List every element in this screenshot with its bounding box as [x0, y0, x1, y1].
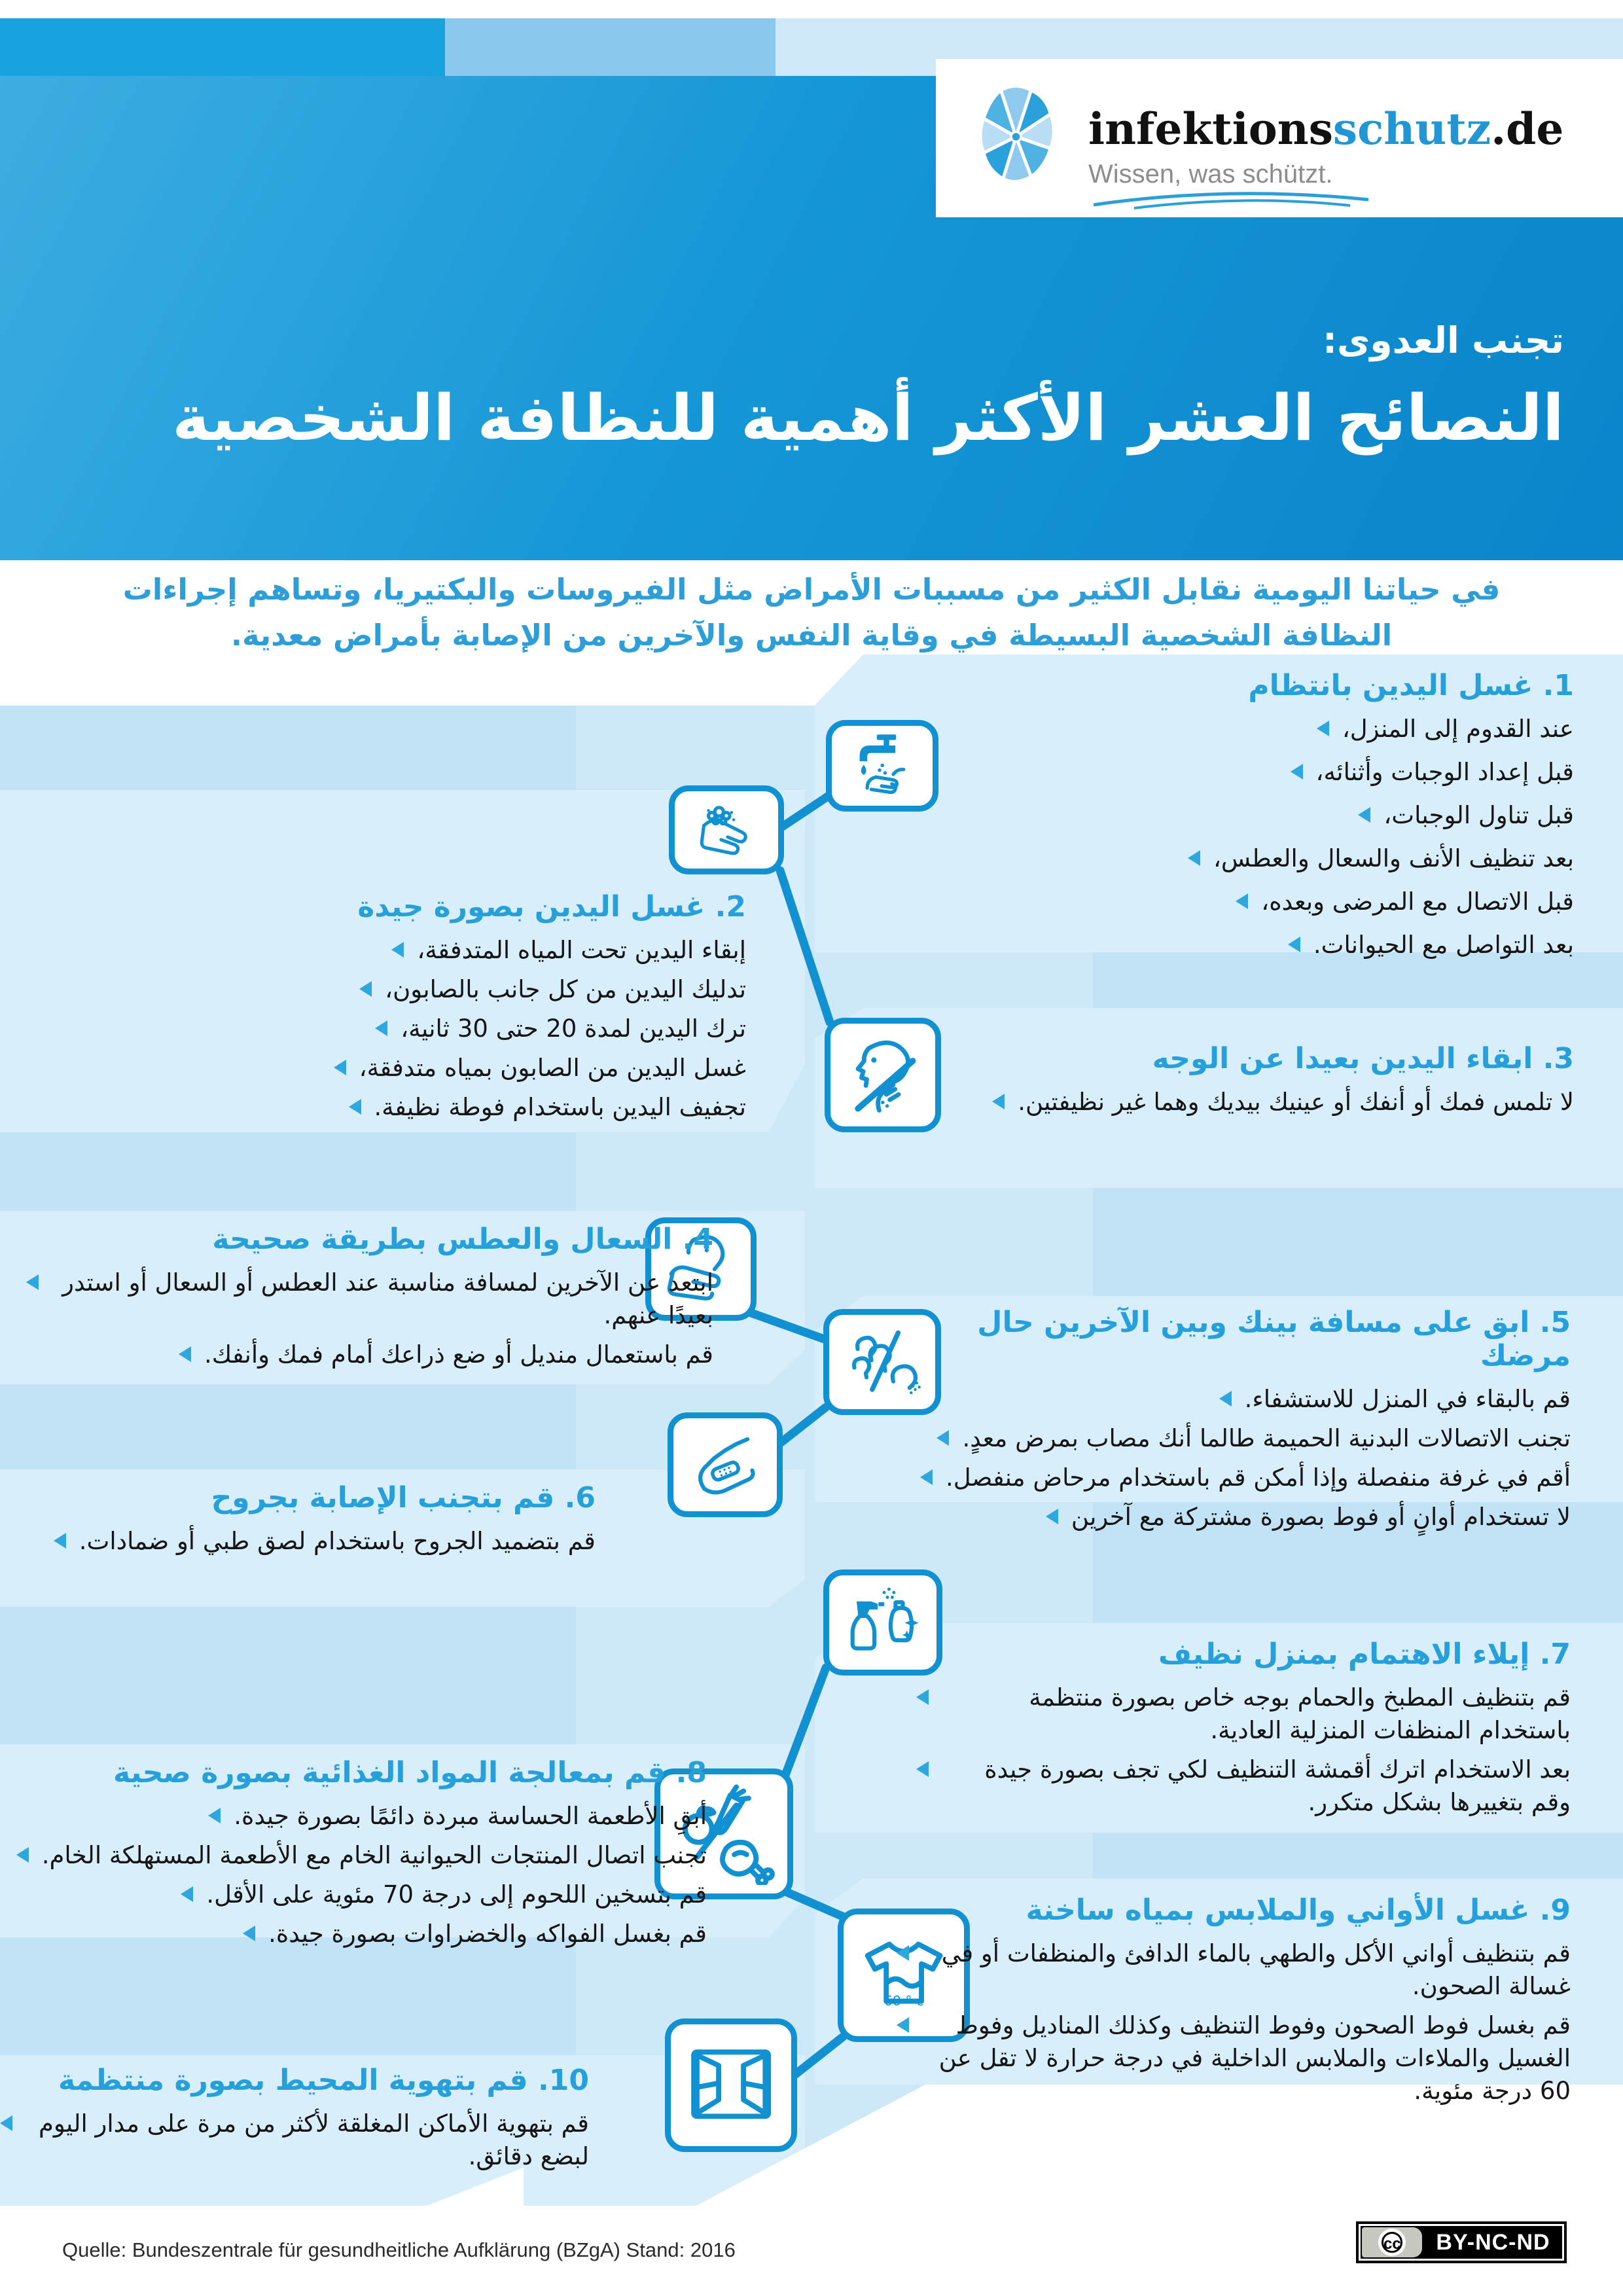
list-item: قم بتهوية الأماكن المغلقة لأكثر من مرة على مدار اليوم لبضع دقائق.	[0, 2108, 589, 2173]
section-3-title: 3. ابقاء اليدين بعيدا عن الوجه	[1152, 1042, 1574, 1075]
page-title: النصائح العشر الأكثر أهمية للنظافة الشخصية	[172, 381, 1564, 455]
bullet-triangle-icon	[54, 1533, 66, 1549]
header-kicker: تجنب العدوى:	[1322, 319, 1564, 361]
list-item: ابتعد عن الآخرين لمسافة مناسبة عند العطس أو السعال أو استدر بعيدًا عنهم.	[26, 1266, 713, 1332]
logo-part-black: infektions	[1088, 103, 1333, 154]
section-5-title: 5. ابق على مسافة بينك وبين الآخرين حال مرضك	[977, 1306, 1571, 1372]
section-3	[919, 1042, 1574, 1119]
bullet-triangle-icon	[375, 1020, 387, 1036]
list-item: قم بتسخين اللحوم إلى درجة 70 مئوية على الأقل.	[0, 1878, 707, 1911]
list-item: أبقِ الأطعمة الحساسة مبردة دائمًا بصورة جيدة.	[0, 1800, 707, 1833]
intro-paragraph: في حياتنا اليومية نقابل الكثير من مسببات الأمراض مثل الفيروسات والبكتيريا، وتساهم إجراءات النظافة الشخصية البسيطة في وقاية النفس والآخرين من الإصابة بأمراض معدية.	[122, 572, 1501, 653]
bullet-triangle-icon	[1288, 937, 1300, 952]
bullet-triangle-icon	[897, 2017, 909, 2033]
bullet-triangle-icon	[992, 1094, 1005, 1109]
bullet-triangle-icon	[26, 1274, 39, 1290]
bullet-triangle-icon	[349, 1099, 361, 1115]
section-4	[26, 1223, 713, 1371]
list-item: قبل إعداد الوجبات وأثنائه،	[952, 756, 1574, 789]
bullet-triangle-icon	[1188, 850, 1200, 866]
list-item: تدليك اليدين من كل جانب بالصابون،	[26, 973, 746, 1006]
bullet-triangle-icon	[334, 1060, 346, 1075]
list-item: بعد التواصل مع الحيوانات.	[952, 929, 1574, 961]
list-item: قم بغسل فوط الصحون وفوط التنظيف وكذلك المناديل وفوط الغسيل والملاءات والملابس الداخلية في درجة حرارة لا تقل عن 60 درجة مئوية.	[897, 2009, 1571, 2108]
open-window-icon	[665, 2018, 797, 2152]
section-6-title: 6. قم بتجنب الإصابة بجروح	[211, 1481, 596, 1515]
section-10	[0, 2064, 589, 2173]
bullet-triangle-icon	[1358, 807, 1370, 823]
section-9-title: 9. غسل الأواني والملابس بمياه ساخنة	[1026, 1893, 1571, 1927]
bullet-triangle-icon	[1317, 721, 1329, 736]
list-item: بعد الاستخدام اترك أقمشة التنظيف لكي تجف بصورة جيدة وقم بتغييرها بشكل متكرر.	[916, 1753, 1571, 1819]
list-item: قم بالبقاء في المنزل للاستشفاء.	[897, 1383, 1571, 1416]
cc-logo	[1362, 2227, 1422, 2257]
section-7	[916, 1638, 1571, 1819]
list-item: عند القدوم إلى المنزل،	[952, 713, 1574, 745]
bullet-triangle-icon	[1219, 1391, 1232, 1407]
list-item: ترك اليدين لمدة 20 حتى 30 ثانية،	[26, 1013, 746, 1045]
section-8	[0, 1756, 707, 1950]
list-item: قم بتضميد الجروح باستخدام لصق طبي أو ضمادات.	[7, 1525, 596, 1558]
list-item: تجنب اتصال المنتجات الحيوانية الخام مع الأطعمة المستهلكة الخام.	[0, 1839, 707, 1872]
source-credit: Quelle: Bundeszentrale für gesundheitliche Aufklärung (BZgA) Stand: 2016	[62, 2238, 736, 2261]
bullet-triangle-icon	[936, 1430, 949, 1446]
list-item: قم بغسل الفواكه والخضراوات بصورة جيدة.	[0, 1918, 707, 1950]
section-6	[7, 1481, 596, 1558]
section-5	[897, 1306, 1571, 1534]
section-9	[897, 1893, 1571, 2108]
list-item: قم بتنظيف المطبخ والحمام بوجه خاص بصورة منتظمة باستخدام المنظفات المنزلية العادية.	[916, 1681, 1571, 1747]
bullet-triangle-icon	[1291, 764, 1303, 780]
list-item: قبل تناول الوجبات،	[952, 799, 1574, 832]
bullet-triangle-icon	[0, 2115, 12, 2131]
logo-part-tld: .de	[1491, 103, 1564, 154]
cc-symbol-icon: cc	[1382, 2232, 1402, 2253]
list-item: قبل الاتصال مع المرضى وبعده،	[952, 886, 1574, 918]
list-item: قم بتنظيف أواني الأكل والطهي بالماء الدافئ والمنظفات أو في غسالة الصحون.	[897, 1937, 1571, 2003]
section-4-title: 4. السعال والعطس بطريقة صحيحة	[212, 1223, 713, 1256]
bullet-triangle-icon	[359, 981, 372, 997]
list-item: أقم في غرفة منفصلة وإذا أمكن قم باستخدام مرحاض منفصل.	[897, 1462, 1571, 1494]
list-item: لا تستخدام أوانٍ أو فوط بصورة مشتركة مع آخرين	[897, 1501, 1571, 1534]
list-item: تجفيف اليدين باستخدام فوطة نظيفة.	[26, 1091, 746, 1124]
list-item: غسل اليدين من الصابون بمياه متدفقة،	[26, 1052, 746, 1085]
bullet-triangle-icon	[1046, 1509, 1058, 1524]
list-item: تجنب الاتصالات البدنية الحميمة طالما أنك مصاب بمرض معدٍ.	[897, 1422, 1571, 1455]
section-1-title: 1. غسل اليدين بانتظام	[1248, 669, 1574, 702]
bullet-triangle-icon	[243, 1926, 255, 1941]
bullet-triangle-icon	[391, 942, 404, 958]
list-item: لا تلمس فمك أو أنفك أو عينيك بيديك وهما غير نظيفتين.	[919, 1086, 1574, 1119]
bullet-triangle-icon	[920, 1469, 933, 1485]
tshirt-temperature-label: 60 ° c	[883, 1992, 924, 2009]
section-1	[952, 669, 1574, 961]
list-item: قم باستعمال منديل أو ضع ذراعك أمام فمك وأنفك.	[26, 1338, 713, 1371]
section-7-title: 7. إيلاء الاهتمام بمنزل نظيف	[1158, 1638, 1571, 1671]
section-2	[26, 890, 746, 1124]
list-item: بعد تنظيف الأنف والسعال والعطس،	[952, 842, 1574, 875]
bullet-triangle-icon	[916, 1761, 929, 1777]
section-8-title: 8. قم بمعالجة المواد الغذائية بصورة صحية	[113, 1756, 707, 1789]
bullet-triangle-icon	[897, 1945, 909, 1961]
cc-license-label: BY-NC-ND	[1436, 2229, 1550, 2255]
bullet-triangle-icon	[179, 1346, 191, 1362]
logo-tagline: Wissen, was schützt.	[1088, 160, 1333, 188]
section-10-title: 10. قم بتهوية المحيط بصورة منتظمة	[58, 2064, 589, 2097]
cc-license-badge	[1356, 2221, 1567, 2263]
logo-part-blue: schutz	[1332, 103, 1491, 154]
bullet-triangle-icon	[16, 1847, 29, 1863]
bullet-triangle-icon	[916, 1689, 929, 1705]
bullet-triangle-icon	[181, 1886, 193, 1902]
soapy-hands-icon	[669, 785, 784, 874]
section-2-title: 2. غسل اليدين بصورة جيدة	[357, 890, 746, 924]
bullet-triangle-icon	[208, 1808, 221, 1823]
list-item: إبقاء اليدين تحت المياه المتدفقة،	[26, 934, 746, 967]
bullet-triangle-icon	[1236, 893, 1248, 909]
hand-plaster-icon	[668, 1412, 783, 1517]
handwashing-faucet-icon	[826, 720, 938, 812]
